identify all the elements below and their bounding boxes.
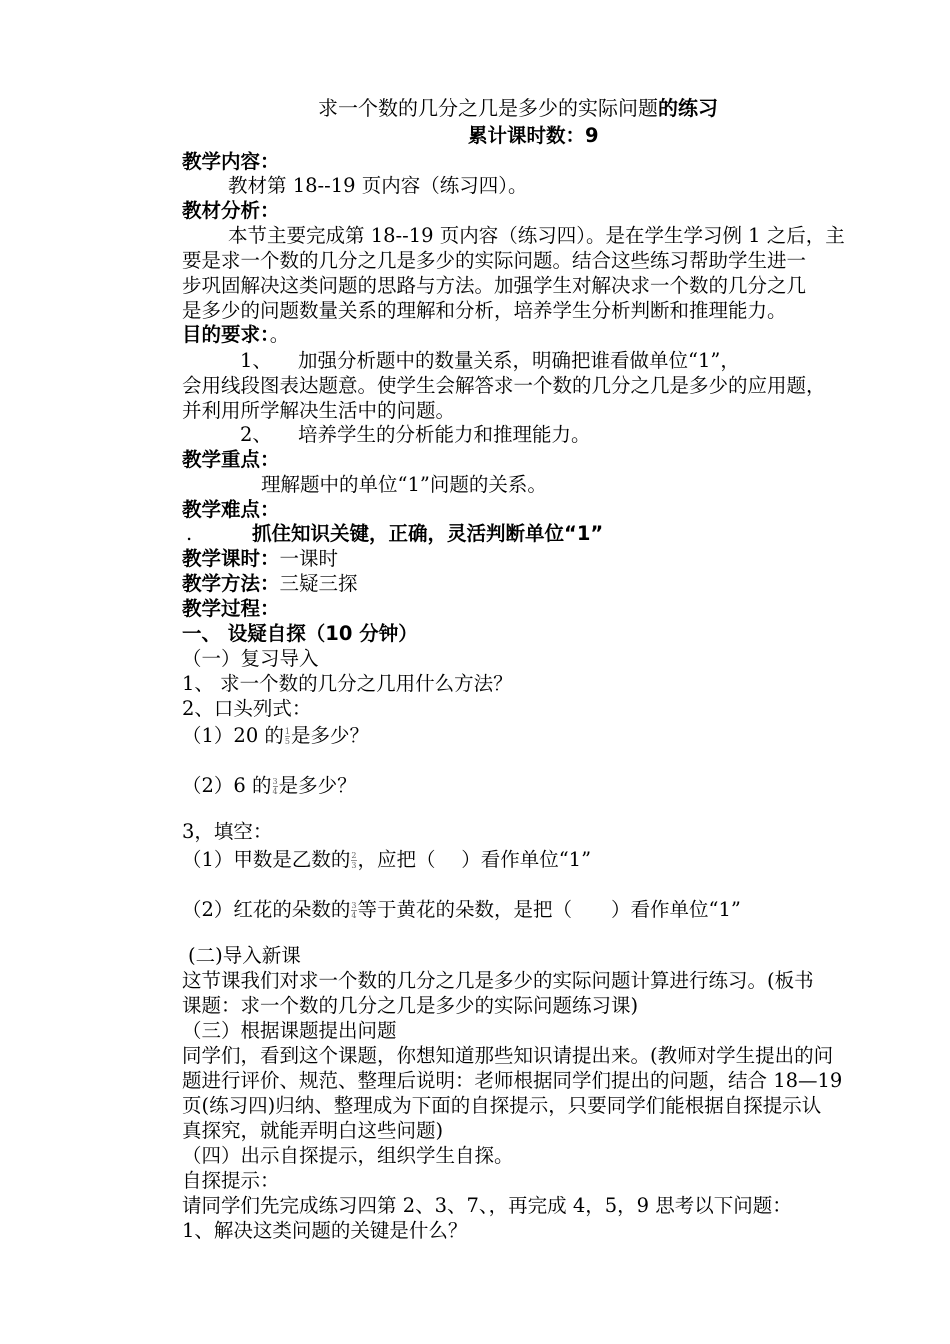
review-question-2: 2、口头列式： <box>182 697 312 720</box>
goal-1-continuation: 会用线段图表达题意。使学生会解答求一个数的几分之几是多少的应用题， <box>182 374 826 397</box>
fill-item-2 <box>182 898 741 922</box>
goal-suffix: 。 <box>269 323 290 346</box>
fraction <box>273 777 278 796</box>
difficulty-text: 抓住知识关键，正确，灵活判断单位“1” <box>252 522 604 545</box>
difficulty-bullet: . <box>186 522 193 545</box>
analysis-line: 本节主要完成第 18--19 页内容（练习四）。是在学生学习例 1 之后，主 <box>228 224 845 247</box>
fraction-denominator: 3 <box>351 861 357 870</box>
new-lesson-line: 课题：求一个数的几分之几是多少的实际问题练习课) <box>182 994 639 1017</box>
goal-2-number: 2、 <box>240 423 272 446</box>
questions-line: 页(练习四)归纳、整理成为下面的自探提示，只要同学们能根据自探提示认 <box>182 1094 822 1117</box>
fraction-numerator: 2 <box>351 851 357 860</box>
fraction-denominator: 4 <box>272 787 278 796</box>
document-title <box>318 96 718 120</box>
fraction-numerator: 3 <box>272 777 278 786</box>
self-study-heading: （四）出示自探提示，组织学生自探。 <box>182 1144 514 1167</box>
self-study-question-1: 1、解决这类问题的关键是什么？ <box>182 1219 468 1242</box>
questions-line: 真探究，就能弄明白这些问题) <box>182 1119 444 1142</box>
questions-line: 同学们，看到这个课题，你想知道那些知识请提出来。(教师对学生提出的问 <box>182 1044 834 1067</box>
key-text: 理解题中的单位“1”问题的关系。 <box>261 473 547 496</box>
review-question-3: 3，填空： <box>182 820 273 843</box>
oral-item-1 <box>182 724 369 748</box>
fraction <box>285 727 290 746</box>
new-lesson-heading: (二)导入新课 <box>188 944 301 967</box>
review-heading: （一）复习导入 <box>182 647 319 670</box>
fill-item-2-suffix: 等于黄花的朵数，是把（ ）看作单位“1” <box>357 898 741 921</box>
goal-1-text: 加强分析题中的数量关系，明确把谁看做单位“1”， <box>298 349 740 372</box>
analysis-line: 是多少的问题数量关系的理解和分析，培养学生分析判断和推理能力。 <box>182 299 787 322</box>
hours-heading: 教学课时： <box>182 547 280 570</box>
method-heading: 教学方法： <box>182 572 280 595</box>
review-question-1: 1、 求一个数的几分之几用什么方法？ <box>182 672 513 695</box>
questions-line: 题进行评价、规范、整理后说明：老师根据同学们提出的问题，结合 18—19 <box>182 1069 843 1092</box>
title-main: 求一个数的几分之几是多少的实际问题 <box>318 96 658 120</box>
goal-1-continuation: 并利用所学解决生活中的问题。 <box>182 399 456 422</box>
method-text: 三疑三探 <box>279 572 358 595</box>
fraction-denominator: 4 <box>351 911 357 920</box>
analysis-line: 要是求一个数的几分之几是多少的实际问题。结合这些练习帮助学生进一 <box>182 249 807 272</box>
questions-heading: （三）根据课题提出问题 <box>182 1019 397 1042</box>
goal-1-number: 1、 <box>240 349 272 372</box>
oral-item-1-prefix: （1）20 的 <box>182 724 284 747</box>
part1-heading: 一、 设疑自探（10 分钟） <box>182 622 418 645</box>
oral-item-2-prefix: （2）6 的 <box>182 774 272 797</box>
new-lesson-line: 这节课我们对求一个数的几分之几是多少的实际问题计算进行练习。(板书 <box>182 969 814 992</box>
fraction <box>351 901 356 920</box>
hours-text: 一课时 <box>279 547 339 570</box>
oral-item-2 <box>182 774 357 798</box>
oral-item-2-suffix: 是多少？ <box>278 774 357 797</box>
analysis-line: 步巩固解决这类问题的思路与方法。加强学生对解决求一个数的几分之几 <box>182 274 807 297</box>
fraction <box>351 851 356 870</box>
goal-2-text: 培养学生的分析能力和推理能力。 <box>298 423 591 446</box>
fill-item-1 <box>182 848 591 872</box>
fill-item-1-suffix: ，应把（ ）看作单位“1” <box>357 848 592 871</box>
instruction-line: 请同学们先完成练习四第 2、3、7、，再完成 4，5，9 思考以下问题： <box>182 1194 792 1217</box>
content-heading: 教学内容： <box>182 150 280 173</box>
goal-heading: 目的要求： <box>182 323 270 346</box>
oral-item-1-suffix: 是多少？ <box>291 724 370 747</box>
goal-heading-line <box>182 323 289 347</box>
analysis-heading: 教材分析： <box>182 199 280 222</box>
fraction-numerator: 3 <box>351 901 357 910</box>
hint-label: 自探提示： <box>182 1169 280 1192</box>
difficulty-heading: 教学难点： <box>182 498 280 521</box>
method-line <box>182 572 358 596</box>
fill-item-2-prefix: （2）红花的朵数的 <box>182 898 351 921</box>
key-heading: 教学重点： <box>182 448 280 471</box>
process-heading: 教学过程： <box>182 597 280 620</box>
content-text: 教材第 18--19 页内容（练习四）。 <box>228 174 528 197</box>
lesson-count: 累计课时数：9 <box>468 124 599 147</box>
fill-item-1-prefix: （1）甲数是乙数的 <box>182 848 351 871</box>
title-suffix: 的练习 <box>658 96 718 120</box>
fraction-denominator: 5 <box>284 737 291 746</box>
fraction-numerator: 1 <box>284 727 291 736</box>
hours-line <box>182 547 338 571</box>
